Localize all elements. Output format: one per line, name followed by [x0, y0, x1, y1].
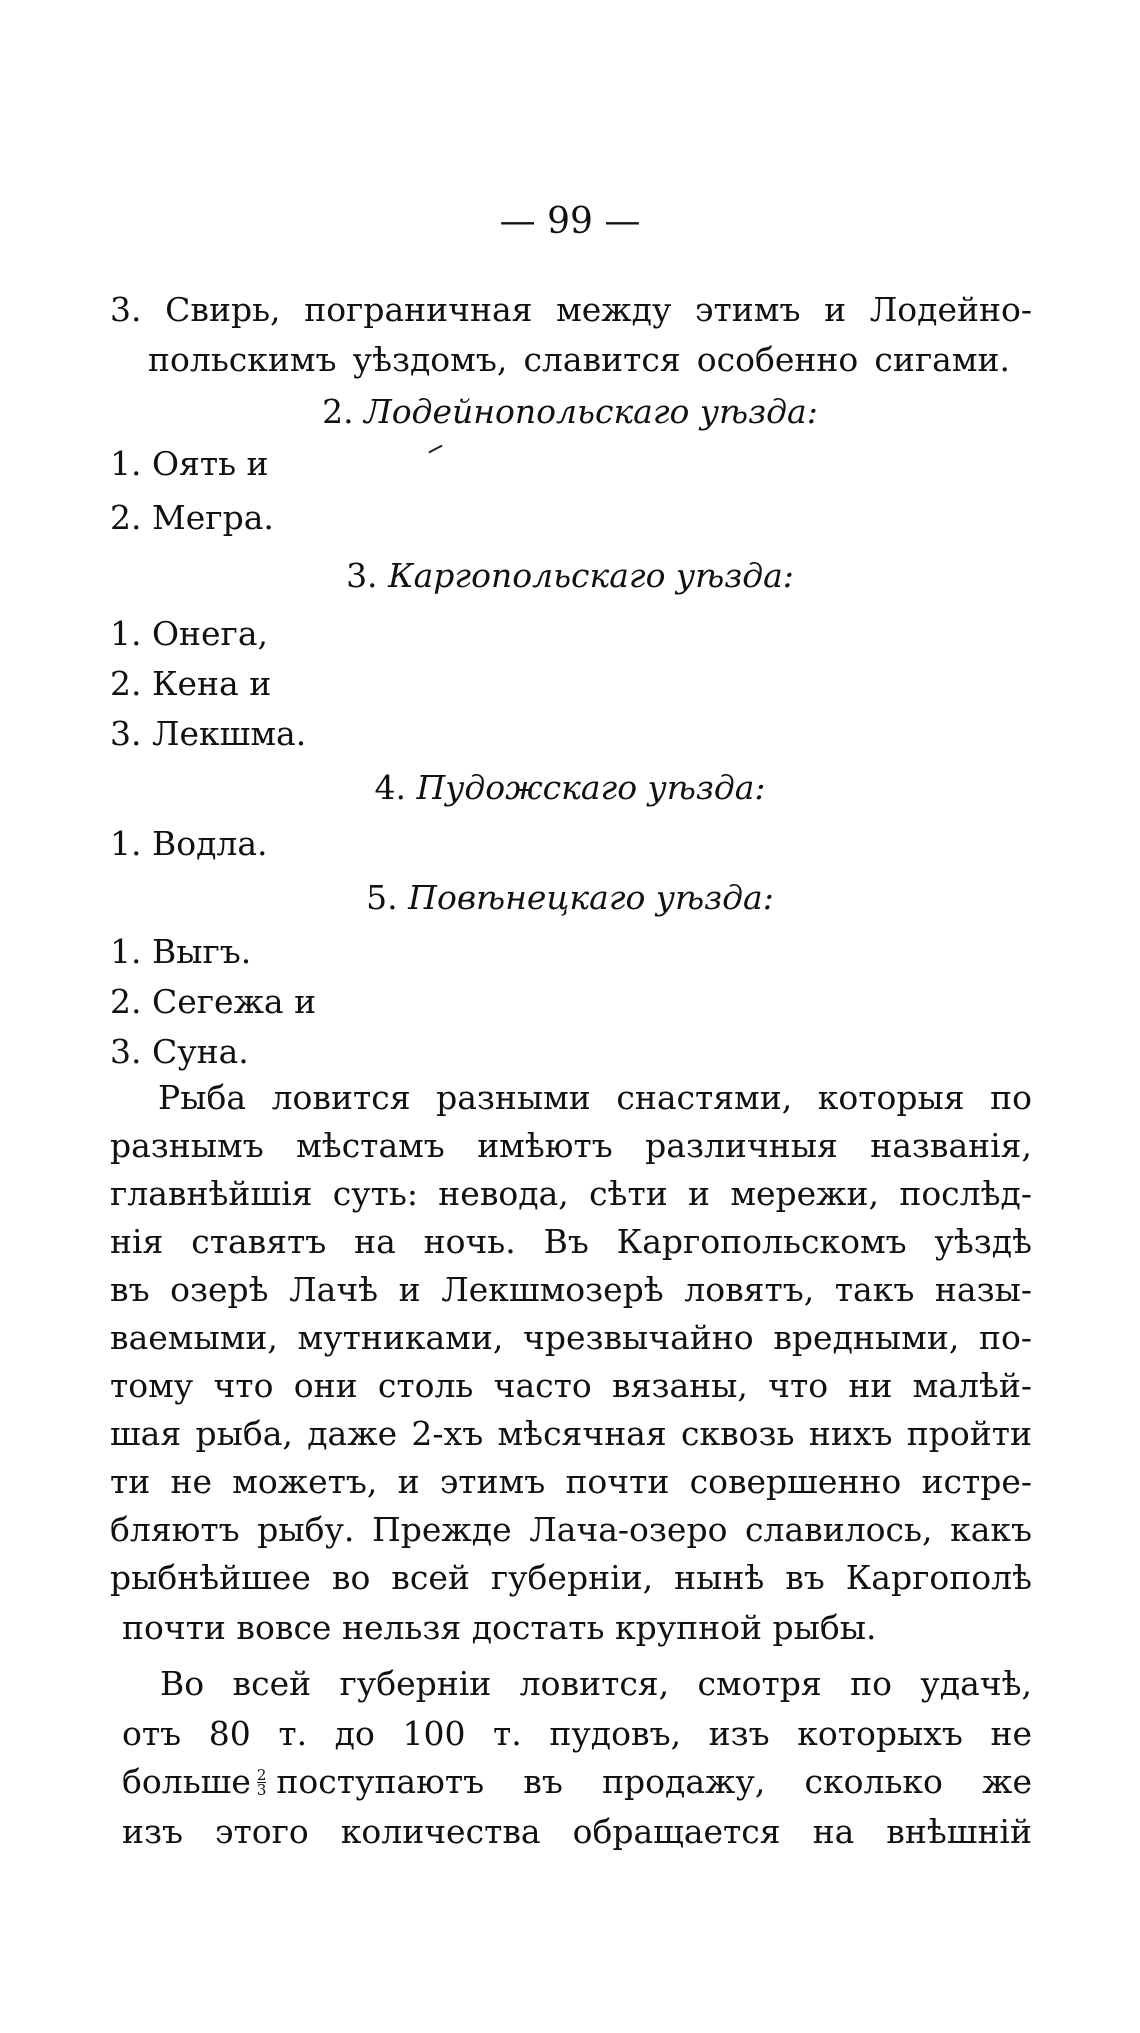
section-title: Пудожскаго уѣзда: [416, 768, 766, 807]
fraction-two-thirds [256, 1765, 267, 1799]
paragraph-1-line-8: шая рыба, даже 2-хъ мѣсячная сквозь нихъ пройти [110, 1414, 1032, 1453]
text-segment: поступаютъ въ продажу, сколько же [276, 1762, 1032, 1801]
paragraph-1-line-12: почти вовсе нельзя достать крупной рыбы. [122, 1608, 877, 1647]
paragraph-1-line-5: въ озерѣ Лачѣ и Лекшмозерѣ ловятъ, такъ назы- [110, 1270, 1032, 1309]
section-heading-kargopolsky [0, 552, 1140, 600]
paragraph-1-line-7: тому что они столь часто вязаны, что ни малѣй- [110, 1366, 1032, 1405]
paragraph-1-line-11: рыбнѣйшее во всей губерніи, нынѣ въ Каргополѣ [110, 1558, 1032, 1597]
paragraph-2-line-3 [122, 1758, 1032, 1806]
list-item: 1. Онега, [110, 614, 269, 653]
paragraph-1-line-4: нія ставятъ на ночь. Въ Каргопольскомъ уѣздѣ [110, 1222, 1032, 1261]
paragraph-2-line-2: отъ 80 т. до 100 т. пудовъ, изъ которыхъ не [122, 1714, 1032, 1753]
section-number: 4. [374, 768, 406, 807]
paragraph-1-line-10: бляютъ рыбу. Прежде Лача-озеро славилось, какъ [110, 1510, 1032, 1549]
page-number: — 99 — [499, 201, 641, 242]
paragraph-1-line-6: ваемыми, мутниками, чрезвычайно вредными, по- [110, 1318, 1032, 1357]
paragraph-1-line-2: разнымъ мѣстамъ имѣютъ различныя названія, [110, 1126, 1032, 1165]
list-item: 1. Выгъ. [110, 932, 252, 971]
fraction-numerator: 2 [256, 1765, 267, 1784]
list-item: 1. Водла. [110, 824, 268, 863]
section-heading-lodeinopolsky [0, 388, 1140, 436]
fraction-denominator: 3 [256, 1780, 267, 1799]
section-heading-pudozhsky [0, 764, 1140, 812]
list-item: 2. Кена и [110, 664, 272, 703]
section-title: Повѣнецкаго уѣзда: [408, 878, 774, 917]
top-item-line-1: 3. Свирь, пограничная между этимъ и Лодейно- [110, 290, 1032, 329]
section-number: 2. [322, 392, 354, 431]
list-item: 1. Оять и [110, 444, 269, 483]
text-segment: больше [122, 1762, 251, 1801]
section-heading-povenetsky [0, 874, 1140, 922]
list-item: 3. Суна. [110, 1032, 249, 1071]
list-item: 2. Сегежа и [110, 982, 317, 1021]
section-title: Каргопольскаго уѣзда: [388, 556, 794, 595]
list-item: 2. Мегра. [110, 498, 274, 537]
section-number: 5. [366, 878, 398, 917]
stray-ink-mark [428, 445, 442, 454]
paragraph-2-line-4: изъ этого количества обращается на внѣшній [122, 1812, 1032, 1851]
list-item: 3. Лекшма. [110, 714, 307, 753]
top-item-line-2: польскимъ уѣздомъ, славится особенно сигами. [148, 340, 1010, 379]
paragraph-1-line-9: ти не можетъ, и этимъ почти совершенно истре- [110, 1462, 1032, 1501]
section-number: 3. [346, 556, 378, 595]
paragraph-1-line-3: главнѣйшія суть: невода, сѣти и мережи, послѣд- [110, 1174, 1032, 1213]
paragraph-2-line-1: Во всей губерніи ловится, смотря по удачѣ, [160, 1664, 1032, 1703]
paragraph-1-line-1: Рыба ловится разными снастями, которыя по [158, 1078, 1032, 1117]
section-title: Лодейнопольскаго уѣзда: [364, 392, 818, 431]
